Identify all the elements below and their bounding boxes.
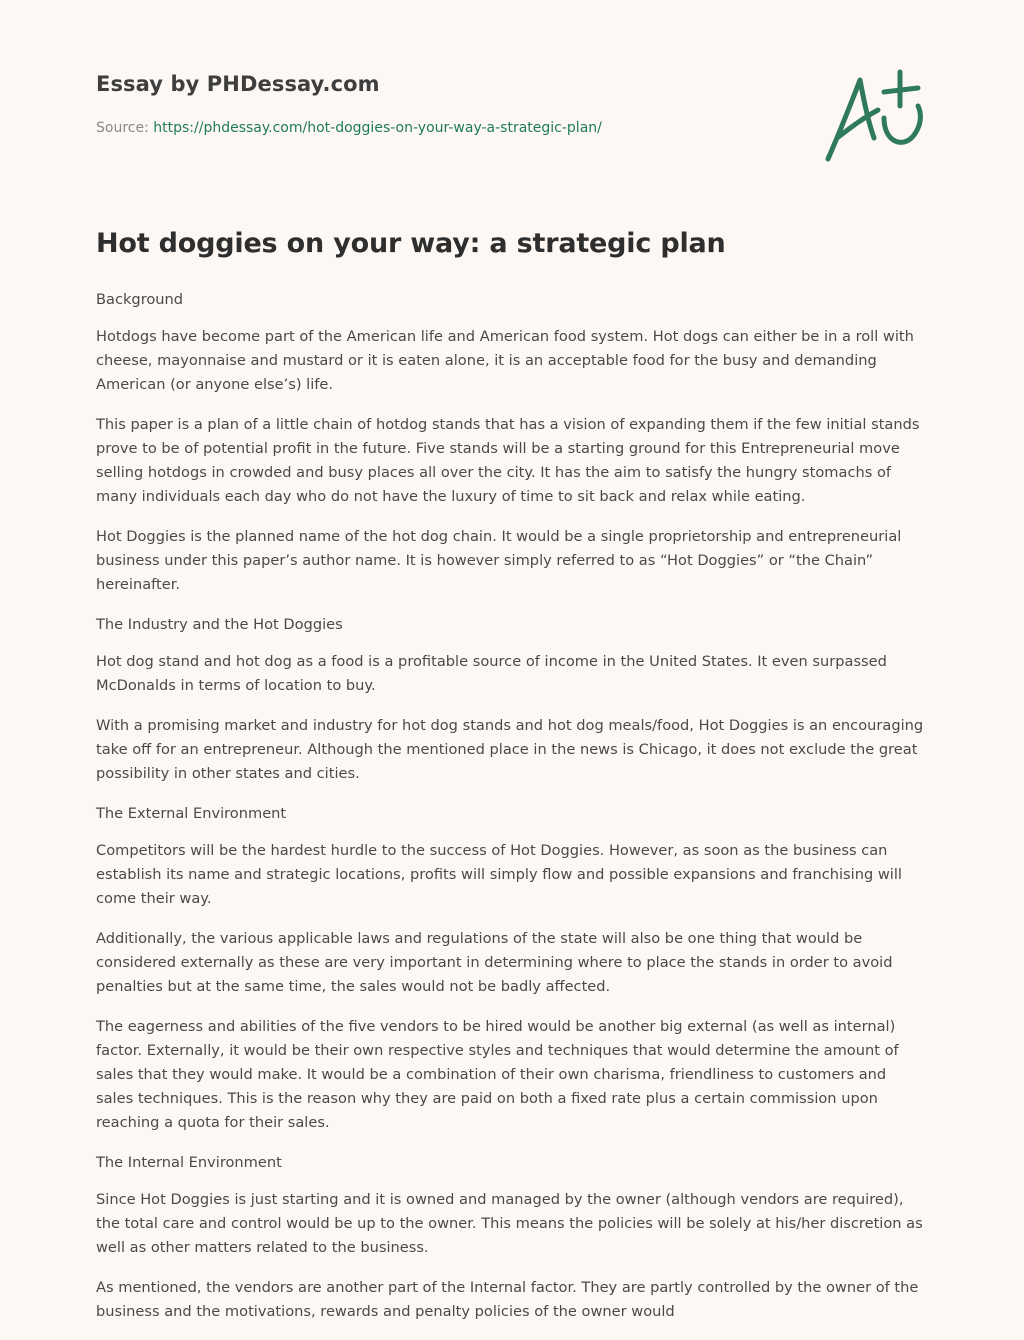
paragraph: This paper is a plan of a little chain of hotdog stands that has a vision of expanding them if the few initial stands prove to be of potential profit in the future. Five stands will be a starting ground for this Entrepreneurial move selling hotdogs in crowded and busy places all over the city. It has the aim to satisfy the hungry stomachs of many individuals each day who do not have the luxury of time to sit back and relax while eating.	[96, 416, 920, 505]
essay-body	[96, 288, 926, 1324]
paragraph: Hot dog stand and hot dog as a food is a profitable source of income in the United States. It even surpassed McDonalds in terms of location to buy.	[96, 653, 887, 694]
paragraph: Since Hot Doggies is just starting and it is owned and managed by the owner (although vendors are required), the total care and control would be up to the owner. This means the policies will be solely at his/her discretion as well as other matters related to the business.	[96, 1191, 923, 1256]
paragraph: Hotdogs have become part of the American life and American food system. Hot dogs can either be in a roll with cheese, mayonnaise and mustard or it is eaten alone, it is an acceptable food for the busy and demanding American (or anyone else’s) life.	[96, 328, 914, 393]
a-plus-logo-icon	[818, 66, 928, 166]
paragraph: As mentioned, the vendors are another part of the Internal factor. They are partly controlled by the owner of the business and the motivations, rewards and penalty policies of the owner would	[96, 1279, 919, 1320]
paragraph: Hot Doggies is the planned name of the hot dog chain. It would be a single proprietorship and entrepreneurial business under this paper’s author name. It is however simply referred to as “Hot Doggies” or “the Chain” hereinafter.	[96, 528, 902, 593]
site-title: Essay by PHDessay.com	[96, 72, 380, 96]
paragraph: With a promising market and industry for hot dog stands and hot dog meals/food, Hot Doggies is an encouraging take off for an entrepreneur. Although the mentioned place in the news is Chicago, it does not exclude the great possibility in other states and cities.	[96, 717, 924, 782]
source-line	[96, 120, 796, 136]
section-heading: The Industry and the Hot Doggies	[96, 616, 343, 633]
paragraph: Additionally, the various applicable laws and regulations of the state will also be one thing that would be considered externally as these are very important in determining where to place the stands in order to avoid penalties but at the same time, the sales would not be badly affected.	[96, 930, 893, 995]
paragraph: The eagerness and abilities of the five vendors to be hired would be another big external (as well as internal) factor. Externally, it would be their own respective styles and techniques that would determine the amount of sales that they would make. It would be a combination of their own charisma, friendliness to customers and sales techniques. This is the reason why they are paid on both a fixed rate plus a certain commission upon reaching a quota for their sales.	[96, 1018, 899, 1131]
section-heading: The Internal Environment	[96, 1154, 282, 1171]
source-label: Source:	[96, 120, 154, 136]
essay-content	[96, 224, 926, 1340]
section-heading: The External Environment	[96, 805, 287, 822]
essay-title: Hot doggies on your way: a strategic plan	[96, 228, 726, 259]
paragraph: Competitors will be the hardest hurdle to the success of Hot Doggies. However, as soon as the business can establish its name and strategic locations, profits will simply flow and possible expansions and franchising will come their way.	[96, 842, 902, 907]
source-link[interactable]: https://phdessay.com/hot-doggies-on-your-way-a-strategic-plan/	[153, 120, 602, 136]
page-header	[96, 72, 796, 136]
section-heading: Background	[96, 291, 184, 308]
